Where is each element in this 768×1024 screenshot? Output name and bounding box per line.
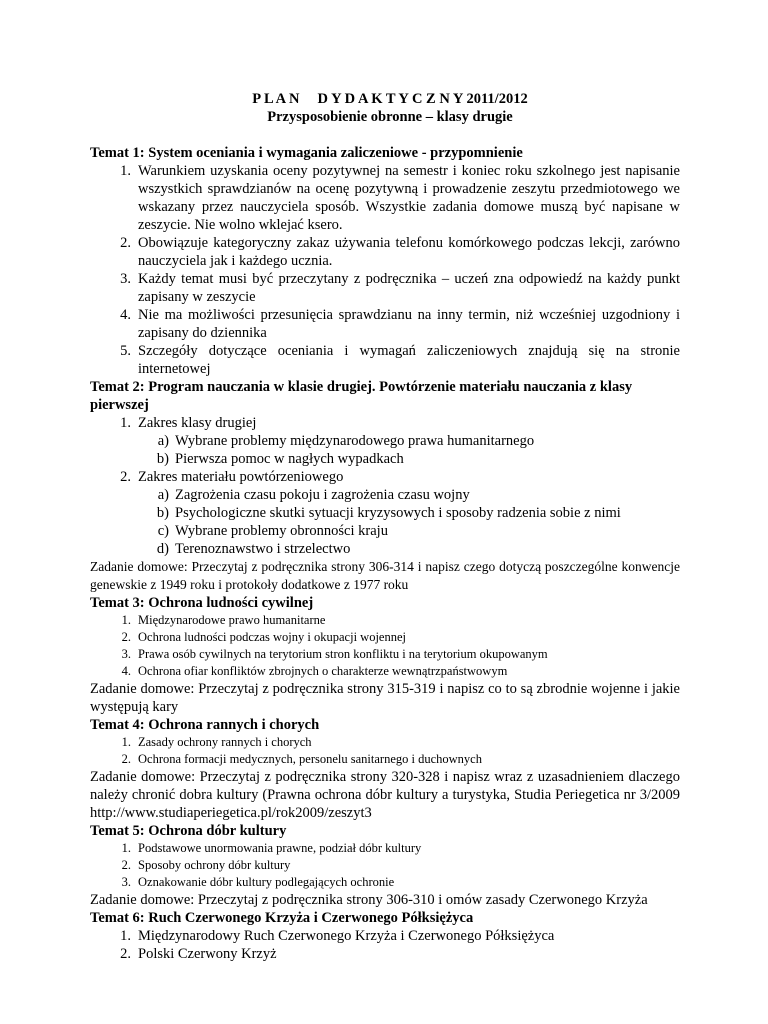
list-item [90,734,680,751]
sub-item-text: Wybrane problemy międzynarodowego prawa humanitarnego [175,433,535,449]
sub-item-letter: b) [156,451,169,467]
list-item [90,857,680,874]
topic-3-homework: Zadanie domowe: Przeczytaj z podręcznika strony 315-319 i napisz co to są zbrodnie wojenne i jakie występują kary [90,681,680,715]
list-item [90,162,680,234]
item-number: 1. [121,841,131,855]
sub-item-text: Pierwsza pomoc w nagłych wypadkach [175,451,404,467]
topic-1-heading: Temat 1: System oceniania i wymagania zaliczeniowe - przypomnienie [90,145,523,161]
sub-item-text: Zagrożenia czasu pokoju i zagrożenia czasu wojny [175,487,470,503]
sub-item-letter: a) [157,433,169,449]
sub-item-text: Wybrane problemy obronności kraju [175,523,388,539]
sub-list-item [90,540,680,558]
item-text: Zakres klasy drugiej [138,415,257,431]
item-text: Międzynarodowe prawo humanitarne [138,613,326,627]
topic-3-list [90,612,680,680]
item-number: 1. [120,163,131,179]
topic-2-heading: Temat 2: Program nauczania w klasie drugiej. Powtórzenie materiału nauczania z klasy pierwszej [90,379,633,413]
sub-item-letter: c) [157,523,169,539]
item-text: Warunkiem uzyskania oceny pozytywnej na semestr i koniec roku szkolnego jest napisanie wszystkich sprawdzianów na ocenę pozytywną i prowadzenie zeszytu przedmiotowego we wskazany przez nauczyciela sposób. Wszystkie zadania domowe muszą być napisane w zeszycie. Nie wolno wklejać ksero. [138,163,680,233]
item-number: 1. [120,928,131,944]
sub-list-item [90,504,680,522]
item-text: Każdy temat musi być przeczytany z podręcznika – uczeń zna odpowiedź na każdy punkt zapisany w zeszycie [138,271,680,305]
item-number: 4. [120,307,131,323]
item-number: 3. [121,647,131,661]
item-text: Nie ma możliwości przesunięcia sprawdzianu na inny termin, niż wcześniej uzgodniony i zapisany do dziennika [138,307,680,341]
topic-3-heading: Temat 3: Ochrona ludności cywilnej [90,595,314,611]
item-number: 1. [121,735,131,749]
topic-2-list [90,414,680,558]
sub-item-letter: d) [156,541,169,557]
sub-list-item [90,522,680,540]
item-number: 2. [120,946,131,962]
sub-list-item [90,450,680,468]
item-number: 5. [120,343,131,359]
list-item [90,840,680,857]
item-text: Zakres materiału powtórzeniowego [138,469,344,485]
topic-5-heading: Temat 5: Ochrona dóbr kultury [90,823,287,839]
list-item [90,646,680,663]
item-text: Oznakowanie dóbr kultury podlegających ochronie [138,875,395,889]
topic-5-homework: Zadanie domowe: Przeczytaj z podręcznika strony 306-310 i omów zasady Czerwonego Krzyża [90,892,648,908]
item-number: 2. [121,630,131,644]
list-item [90,945,680,963]
topic-6-list [90,927,680,963]
document-page [90,90,680,963]
sub-item-letter: b) [156,505,169,521]
item-text: Ochrona ofiar konfliktów zbrojnych o charakterze wewnątrzpaństwowym [138,664,508,678]
item-text: Szczegóły dotyczące oceniania i wymagań zaliczeniowych znajdują się na stronie internetowej [138,343,680,377]
item-text: Ochrona ludności podczas wojny i okupacji wojennej [138,630,406,644]
item-text: Ochrona formacji medycznych, personelu sanitarnego i duchownych [138,752,482,766]
item-text: Zasady ochrony rannych i chorych [138,735,312,749]
item-number: 2. [120,235,131,251]
topic-4-list [90,734,680,768]
topic-4-homework: Zadanie domowe: Przeczytaj z podręcznika strony 320-328 i napisz wraz z uzasadnieniem dlaczego należy chronić dobra kultury (Prawna ochrona dóbr kultury a turystyka, Studia Periegetica nr 3/2009 http://www.studiaperiegetica.pl/rok2009/zeszyt3 [90,769,680,821]
sub-item-text: Terenoznawstwo i strzelectwo [175,541,351,557]
sub-item-letter: a) [157,487,169,503]
sub-list-item [90,432,680,450]
sub-item-text: Psychologiczne skutki sytuacji kryzysowych i sposoby radzenia sobie z nimi [175,505,621,521]
item-number: 3. [120,271,131,287]
list-item [90,927,680,945]
topic-4-heading: Temat 4: Ochrona rannych i chorych [90,717,320,733]
list-item [90,234,680,270]
list-item [90,270,680,306]
list-item [90,663,680,680]
list-item [90,751,680,768]
item-number: 3. [121,875,131,889]
document-title: P L A N D Y D A K T Y C Z N Y 2011/2012 [252,91,528,107]
topic-5-list [90,840,680,891]
item-text: Podstawowe unormowania prawne, podział dóbr kultury [138,841,422,855]
topic-1-list [90,162,680,378]
list-item [90,342,680,378]
item-number: 2. [121,752,131,766]
item-number: 1. [121,613,131,627]
sub-list-item [90,486,680,504]
list-item [90,612,680,629]
item-text: Międzynarodowy Ruch Czerwonego Krzyża i Czerwonego Półksiężyca [138,928,555,944]
item-number: 1. [120,415,131,431]
item-text: Polski Czerwony Krzyż [138,946,277,962]
document-subtitle: Przysposobienie obronne – klasy drugie [267,109,513,125]
list-item [90,306,680,342]
topic-2-homework: Zadanie domowe: Przeczytaj z podręcznika strony 306-314 i napisz czego dotyczą poszczególne konwencje genewskie z 1949 roku i protokoły dodatkowe z 1977 roku [90,559,680,592]
topic-6-heading: Temat 6: Ruch Czerwonego Krzyża i Czerwonego Półksiężyca [90,910,474,926]
item-number: 4. [121,664,131,678]
list-item [90,874,680,891]
item-number: 2. [121,858,131,872]
list-item [90,468,680,486]
list-item [90,414,680,432]
item-text: Prawa osób cywilnych na terytorium stron konfliktu i na terytorium okupowanym [138,647,548,661]
item-text: Obowiązuje kategoryczny zakaz używania telefonu komórkowego podczas lekcji, zarówno nauczyciela jak i każdego ucznia. [138,235,680,269]
item-text: Sposoby ochrony dóbr kultury [138,858,291,872]
item-number: 2. [120,469,131,485]
list-item [90,629,680,646]
